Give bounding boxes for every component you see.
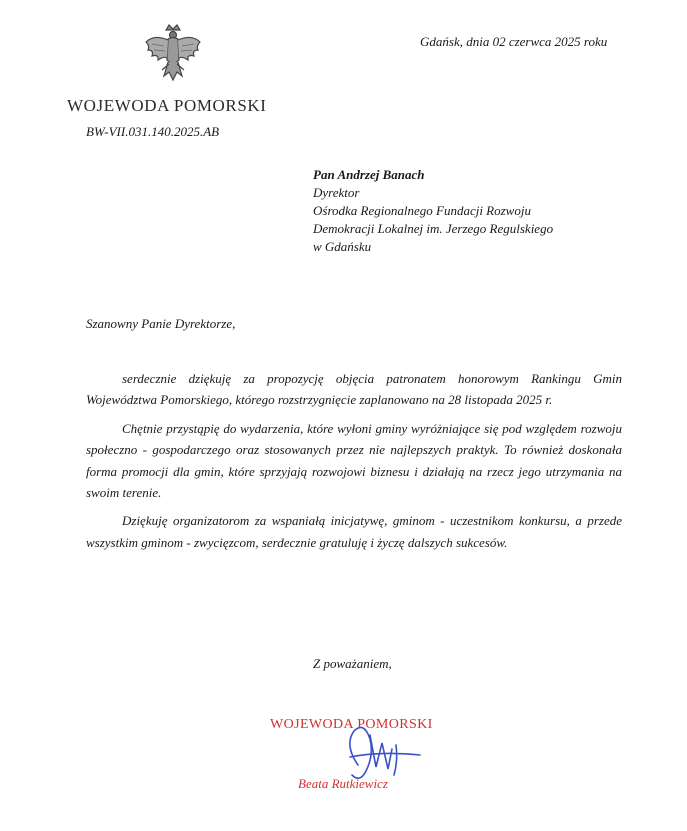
issuer-office-name: WOJEWODA POMORSKI [67, 96, 267, 115]
closing-phrase: Z poważaniem, [313, 656, 392, 671]
handwritten-signature-icon [330, 705, 430, 805]
document-reference-number: BW-VII.031.140.2025.AB [86, 124, 220, 139]
eagle-emblem-icon [142, 22, 204, 94]
stamp-office-name: WOJEWODA POMORSKI [270, 717, 433, 732]
recipient-name: Pan Andrzej Banach [313, 167, 425, 182]
recipient-line: w Gdańsku [313, 239, 372, 254]
stamp-signatory-name: Beata Rutkiewicz [298, 776, 388, 791]
recipient-line: Ośrodka Regionalnego Fundacji Rozwoju [313, 203, 531, 218]
letter-body [86, 368, 622, 560]
recipient-line: Demokracji Lokalnej im. Jerzego Regulskiego [313, 221, 554, 236]
recipient-line: Dyrektor [313, 185, 360, 200]
recipient-block [313, 166, 553, 256]
body-paragraph: serdecznie dziękuję za propozycję objęcia patronatem honorowym Rankingu Gmin Województwa Pomorskiego, którego rozstrzygnięcie zaplanowano na 28 listopada 2025 r. [86, 371, 622, 408]
date-line: Gdańsk, dnia 02 czerwca 2025 roku [420, 34, 608, 49]
body-paragraph: Chętnie przystąpię do wydarzenia, które wyłoni gminy wyróżniające się pod względem rozwoju społeczno - gospodarczego oraz stosowanych przez nie najlepszych praktyk. To również doskonała forma promocji dla gmin, które sprzyjają rozwojowi biznesu i działają na rzecz jego utrzymania na swoim terenie. [86, 420, 622, 501]
body-paragraph: Dziękuję organizatorom za wspaniałą inicjatywę, gminom - uczestnikom konkursu, a przede wszystkim gminom - zwycięzcom, serdecznie gratuluję i życzę dalszych sukcesów. [86, 513, 622, 550]
salutation: Szanowny Panie Dyrektorze, [86, 316, 236, 331]
